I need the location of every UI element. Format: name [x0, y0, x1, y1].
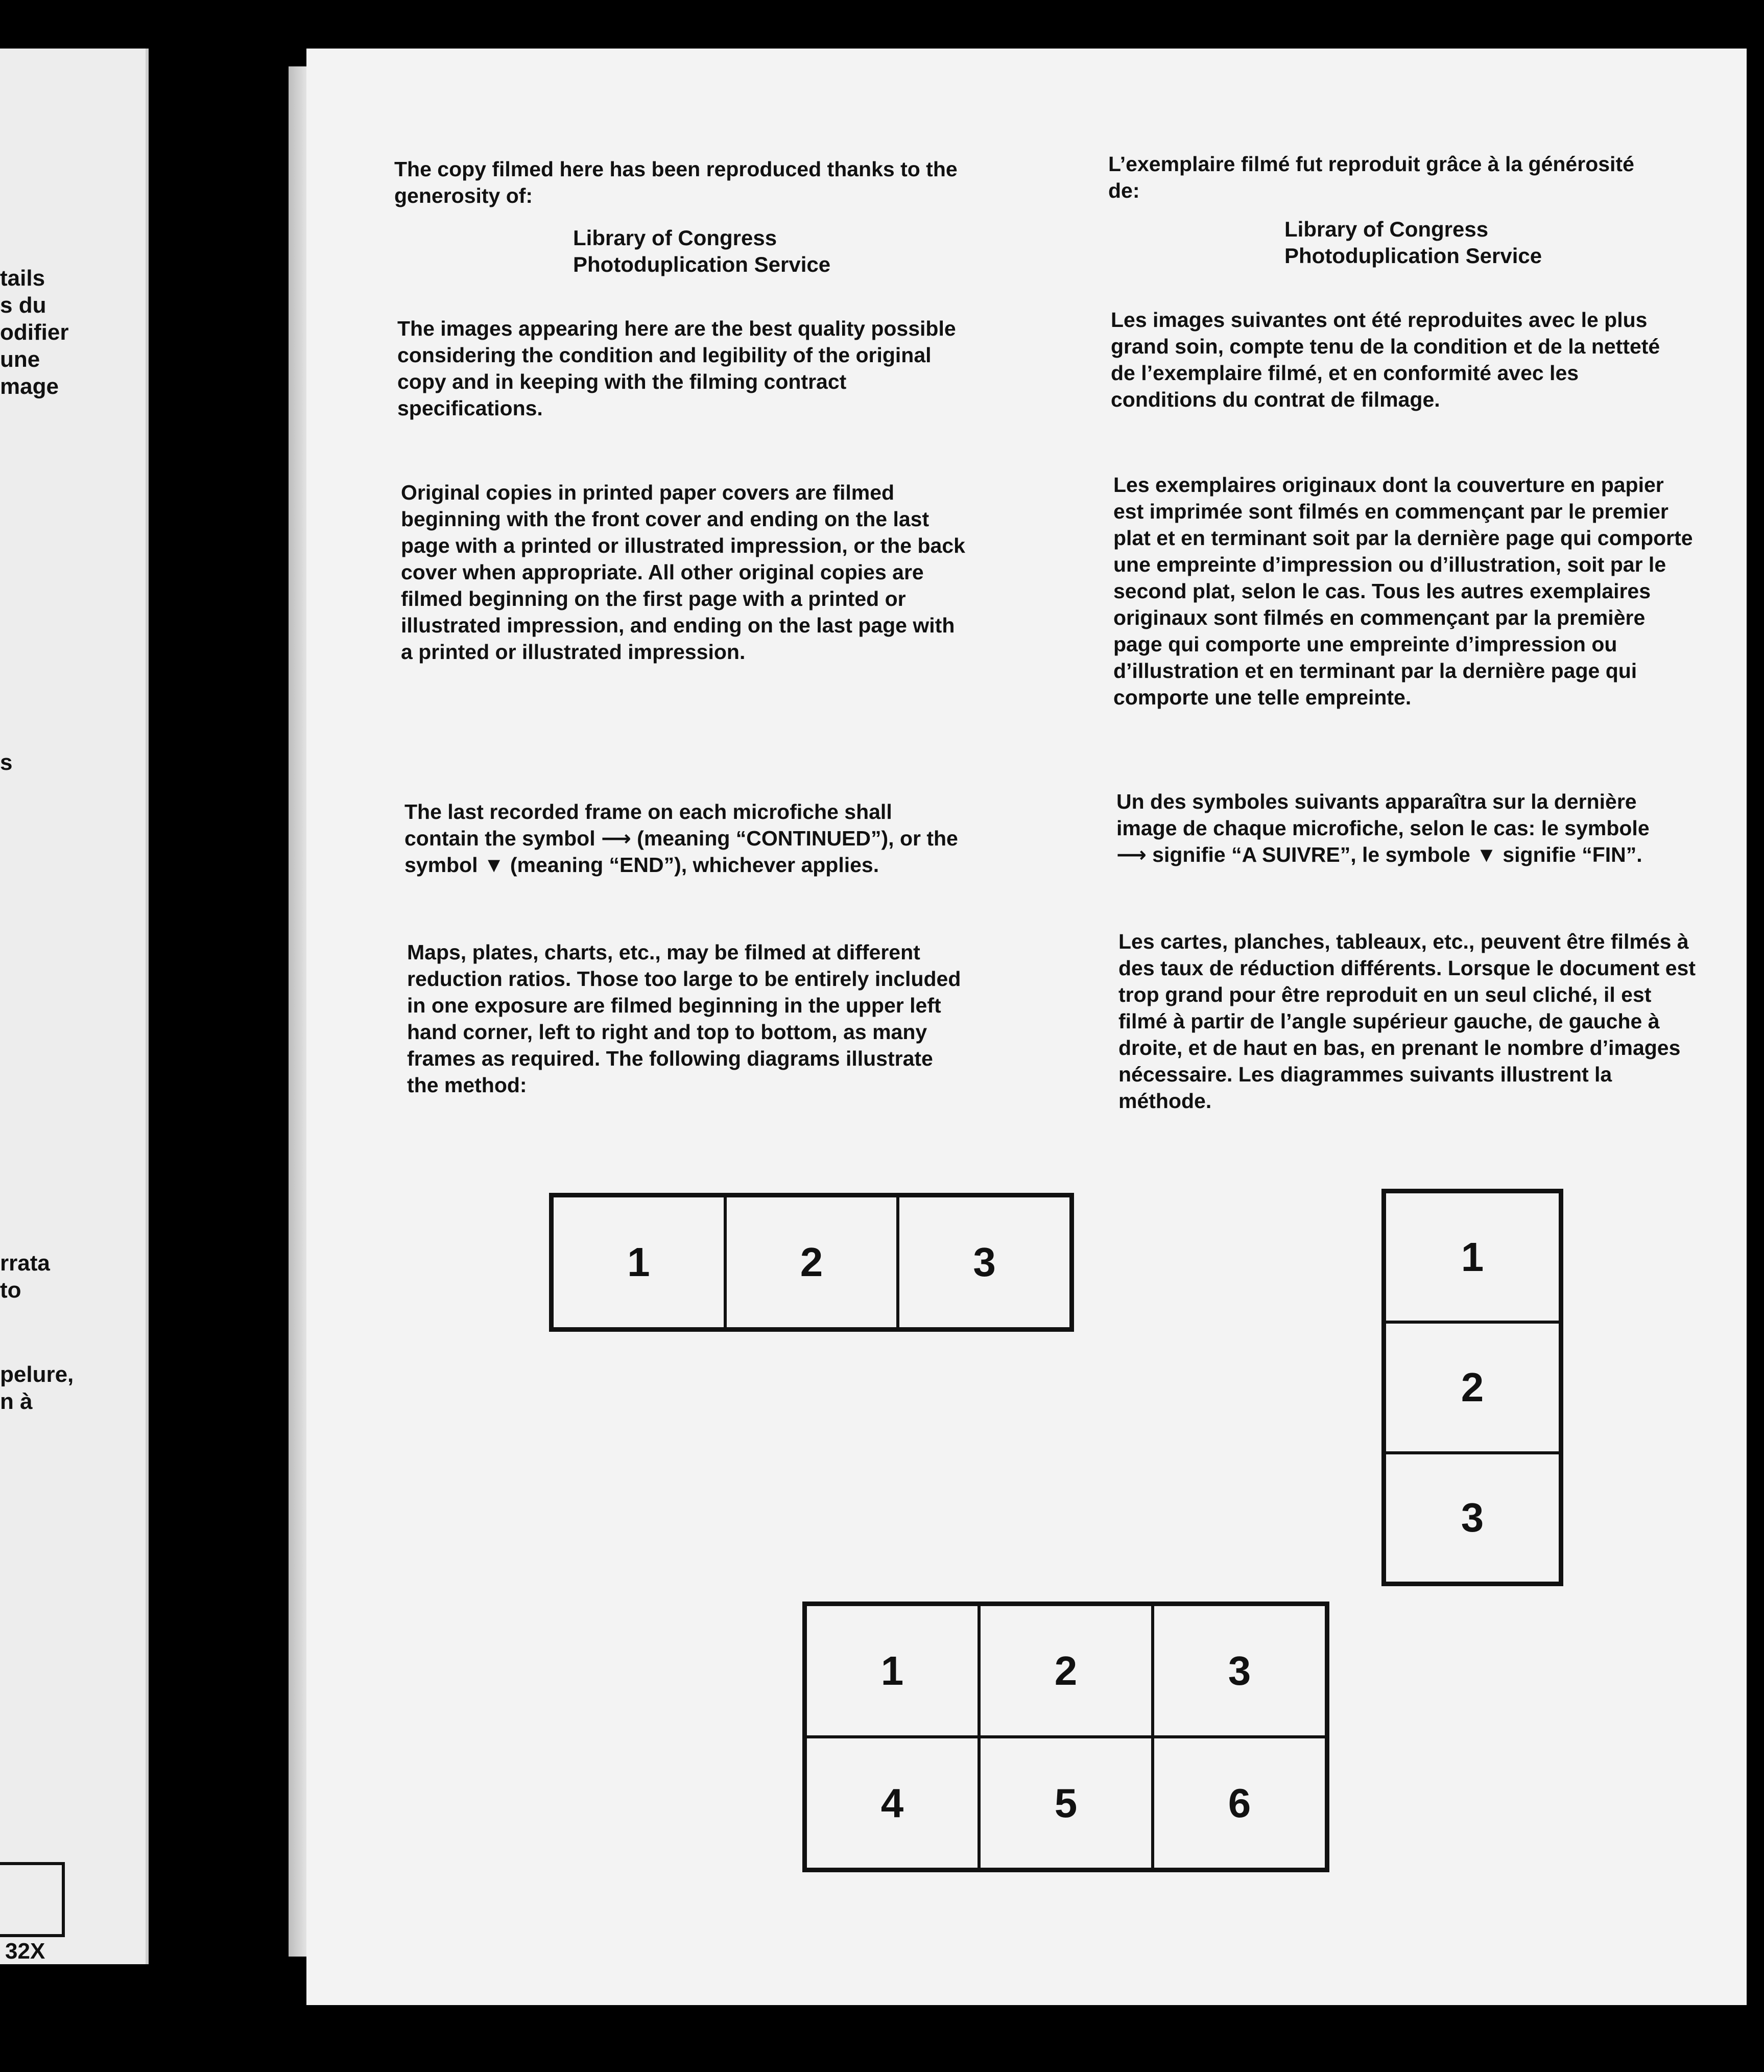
frame-cell: 3	[1153, 1605, 1326, 1737]
reduction-target-box	[0, 1862, 65, 1937]
main-page	[306, 49, 1764, 2005]
film-border-bottom	[0, 2005, 1764, 2072]
left-page-fragment	[0, 49, 149, 1964]
frame-cell: 2	[1385, 1322, 1560, 1452]
left-fragment-text: pelure,	[0, 1362, 74, 1387]
french-covers-paragraph: Les exemplaires originaux dont la couverture en papier est imprimée sont filmés en commençant par le premier plat et en terminant soit par la dernière page qui comporte une empreinte d’impression ou d’illustration, soit par le second plat, selon le cas. Tous les autres exemplaires originaux sont filmés en commençant par la première page qui comporte une empreinte d’impression ou d’illustration et en terminant par la dernière page qui comporte une telle empreinte.	[1113, 473, 1693, 709]
left-fragment-text: n à	[0, 1389, 33, 1414]
frame-cell: 1	[805, 1605, 979, 1737]
english-maps-paragraph: Maps, plates, charts, etc., may be filmed at different reduction ratios. Those too large to be entirely included in one exposure are filmed beginning in the upper left hand corner, left to right and top to bottom, as many frames as required. The following diagrams illustrate the method:	[407, 940, 961, 1097]
french-intro: L’exemplaire filmé fut reproduit grâce à la générosité de:	[1108, 152, 1634, 202]
left-fragment-text: odifier	[0, 320, 69, 345]
frame-cell: 3	[1385, 1453, 1560, 1583]
frame-cell: 1	[552, 1196, 725, 1329]
left-fragment-text: rrata	[0, 1251, 50, 1276]
frame-cell: 1	[1385, 1192, 1560, 1322]
frame-cell: 5	[979, 1737, 1153, 1869]
french-maps-paragraph: Les cartes, planches, tableaux, etc., peuvent être filmés à des taux de réduction différents. Lorsque le document est trop grand pour être reproduit en un seul cliché, il est filmé à partir de l’angle supérieur gauche, de gauche à droite, et de haut en bas, en prenant le nombre d’images nécessaire. Les diagrammes suivants illustrent la méthode.	[1118, 930, 1696, 1113]
diagram-horizontal	[549, 1193, 1074, 1332]
english-covers-paragraph: Original copies in printed paper covers are filmed beginning with the front cover and ending on the last page with a printed or illustrated impression, or the back cover when appropriate. All other original copies are filmed beginning on the first page with a printed or illustrated impression, and ending on the last page with a printed or illustrated impression.	[401, 481, 965, 664]
left-fragment-text: mage	[0, 374, 59, 399]
frame-cell: 2	[979, 1605, 1153, 1737]
institution-line: Photoduplication Service	[1284, 244, 1542, 268]
film-border-top	[0, 0, 1764, 49]
frame-cell: 6	[1153, 1737, 1326, 1869]
english-intro: The copy filmed here has been reproduced thanks to the generosity of:	[394, 157, 958, 207]
institution-line: Library of Congress	[573, 226, 777, 250]
institution-line: Library of Congress	[1284, 217, 1489, 241]
left-fragment-text: s	[0, 750, 13, 775]
reduction-label: 32X	[5, 1939, 45, 1964]
diagram-vertical	[1381, 1189, 1563, 1586]
frame-cell: 3	[898, 1196, 1071, 1329]
diagram-grid	[802, 1602, 1329, 1872]
frame-cell: 2	[725, 1196, 898, 1329]
english-institution	[573, 225, 830, 278]
french-institution	[1284, 216, 1542, 269]
left-fragment-text: s du	[0, 293, 46, 318]
french-symbols-paragraph: Un des symboles suivants apparaîtra sur la dernière image de chaque microfiche, selon le cas: le symbole ⟶ signifie “A SUIVRE”, le symbole ▼ signifie “FIN”.	[1116, 790, 1650, 866]
film-border-right	[1747, 49, 1764, 2005]
left-fragment-text: to	[0, 1278, 21, 1303]
english-symbols-paragraph: The last recorded frame on each microfiche shall contain the symbol ⟶ (meaning “CONTINUED”), or the symbol ▼ (meaning “END”), whichever applies.	[404, 800, 958, 877]
institution-line: Photoduplication Service	[573, 252, 831, 276]
english-quality-paragraph: The images appearing here are the best quality possible considering the condition and legibility of the original copy and in keeping with the filming contract specifications.	[397, 317, 956, 420]
french-quality-paragraph: Les images suivantes ont été reproduites avec le plus grand soin, compte tenu de la condition et de la netteté de l’exemplaire filmé, et en conformité avec les conditions du contrat de filmage.	[1111, 308, 1660, 411]
left-fragment-text: une	[0, 347, 40, 372]
frame-cell: 4	[805, 1737, 979, 1869]
left-fragment-text: tails	[0, 266, 45, 291]
